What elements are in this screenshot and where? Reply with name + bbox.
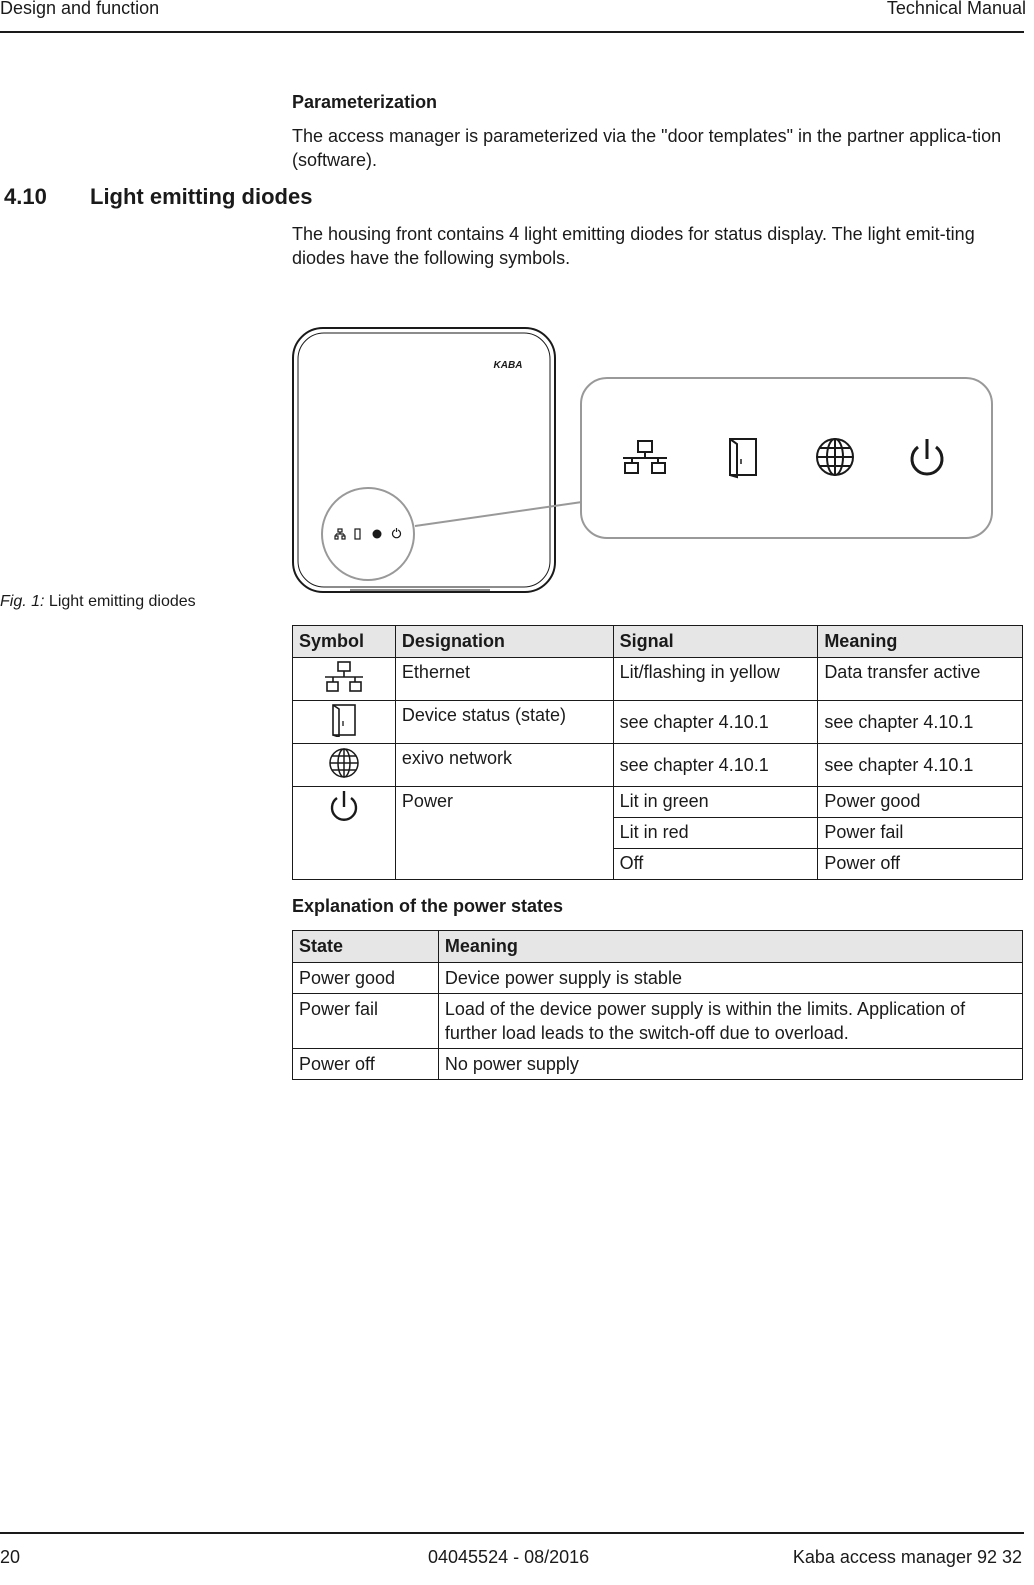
table-row (293, 744, 1023, 787)
column-header: Meaning (438, 931, 1022, 963)
product-name: Kaba access manager 92 32 (792, 1547, 1022, 1567)
symbol-cell (293, 744, 396, 787)
column-header: Symbol (293, 626, 396, 658)
meaning-cell: Power good (818, 787, 1023, 818)
column-header: State (293, 931, 439, 963)
column-header: Signal (613, 626, 818, 658)
led-figure (290, 325, 996, 595)
power-states-table (292, 930, 1023, 1080)
section-title: Light emitting diodes (90, 184, 313, 209)
led-table (292, 625, 1023, 880)
table-row (293, 701, 1023, 744)
parameterization-text: The access manager is parameterized via the "door templates" in the partner applica-tion (software). (292, 126, 1002, 170)
signal-cell: Lit/flashing in yellow (613, 658, 818, 701)
door-icon (329, 703, 359, 737)
figure-caption-label: Fig. 1: (0, 593, 45, 610)
designation-cell: exivo network (395, 744, 613, 787)
column-header: Meaning (818, 626, 1023, 658)
meaning-cell: Data transfer active (818, 658, 1023, 701)
power-icon (327, 789, 361, 825)
table-row (293, 658, 1023, 701)
header-manual: Technical Manual (886, 0, 1026, 18)
symbol-cell (293, 701, 396, 744)
designation-cell: Power (395, 787, 613, 880)
state-cell: Power off (293, 1049, 439, 1080)
meaning-cell: No power supply (438, 1049, 1022, 1080)
signal-cell: Lit in green (613, 787, 818, 818)
state-cell: Power good (293, 963, 439, 994)
figure-caption (0, 593, 196, 611)
symbol-cell (293, 658, 396, 701)
meaning-cell: Power off (818, 849, 1023, 880)
table-row (293, 787, 1023, 818)
symbol-cell (293, 787, 396, 880)
meaning-cell: see chapter 4.10.1 (818, 701, 1023, 744)
column-header: Designation (395, 626, 613, 658)
state-cell: Power fail (293, 994, 439, 1049)
page-number: 20 (0, 1547, 21, 1567)
header-rule (0, 31, 1024, 33)
meaning-cell: Device power supply is stable (438, 963, 1022, 994)
footer-rule (0, 1532, 1024, 1534)
designation-cell: Device status (state) (395, 701, 613, 744)
power-states-header (293, 931, 1023, 963)
designation-cell: Ethernet (395, 658, 613, 701)
meaning-cell: Load of the device power supply is within the limits. Application of further load leads to the switch-off due to overload. (438, 994, 1022, 1049)
power-states-heading: Explanation of the power states (292, 896, 564, 916)
table-row (293, 994, 1023, 1049)
globe-icon (817, 439, 853, 475)
led-table-header (293, 626, 1023, 658)
signal-cell: Lit in red (613, 818, 818, 849)
header-chapter: Design and function (0, 0, 160, 18)
kaba-logo: KABA (493, 360, 523, 371)
globe-icon (327, 746, 361, 780)
meaning-cell: see chapter 4.10.1 (818, 744, 1023, 787)
signal-cell: Off (613, 849, 818, 880)
figure-caption-text: Light emitting diodes (48, 593, 196, 610)
signal-cell: see chapter 4.10.1 (613, 701, 818, 744)
parameterization-heading: Parameterization (292, 92, 438, 112)
meaning-cell: Power fail (818, 818, 1023, 849)
callout-line (415, 502, 582, 526)
table-row (293, 1049, 1023, 1080)
ethernet-icon (324, 660, 364, 694)
document-number: 04045524 - 08/2016 (428, 1547, 590, 1567)
section-text: The housing front contains 4 light emitting diodes for status display. The light emit-ting diodes have the following symbols. (292, 224, 975, 268)
section-number: 4.10 (4, 184, 47, 209)
table-row (293, 963, 1023, 994)
signal-cell: see chapter 4.10.1 (613, 744, 818, 787)
